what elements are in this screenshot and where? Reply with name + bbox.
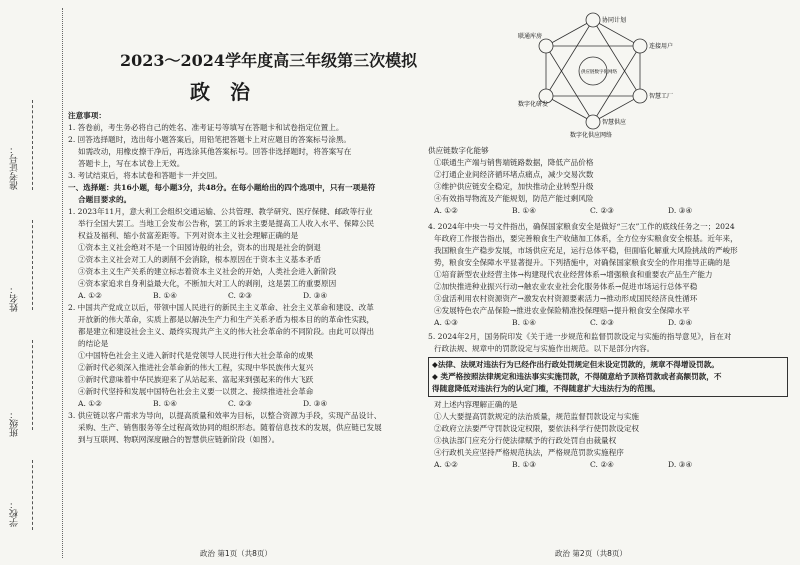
statement-2: ②政府立法要严守罚款设定权限，要依法科学行使罚款设定权 — [434, 424, 640, 433]
right-column — [428, 145, 788, 471]
option-b[interactable]: B. ①④ — [153, 399, 178, 408]
section-heading: 一、选择题：共16小题，每小题3分，共48分。在每小题给出的四个选项中，只有一项是符 — [68, 183, 376, 192]
page-footer-right: 政治 第2页（共8页） — [555, 549, 627, 558]
question-line: 3. 供应链以客户需求为导向，以提高质量和效率为目标，以整合资源为手段，实现产品设计、 — [68, 411, 382, 420]
question-line: 采购、生产、销售服务等全过程高效协同的组织形态。随着信息技术的发展，供应链已发展 — [78, 423, 382, 432]
option-c[interactable]: C. ②③ — [590, 318, 614, 327]
statement-4: ④行政机关应坚持严格规范执法，严格规范罚款实施程序 — [434, 448, 624, 457]
class-line — [32, 340, 33, 430]
question-3 — [68, 410, 418, 446]
option-a[interactable]: A. ①② — [78, 399, 102, 408]
name-label: 姓名： — [10, 285, 20, 312]
statement-4: ④发展特色农产品保险→推进农业保险精准投保理赔→提升粮食安全保障水平 — [434, 306, 690, 315]
option-c[interactable]: C. ②④ — [590, 460, 614, 469]
statement-1: ①人大要提高罚款规定的法治质量，规范监督罚款设定与实施 — [434, 412, 640, 421]
exam-title: 2023～2024学年度高三年级第三次模拟 — [120, 51, 418, 70]
statement-1: ①中国特色社会主义进入新时代是党领导人民进行伟大社会革命的成果 — [78, 351, 314, 360]
node-icon — [586, 115, 600, 129]
box-line: ◆法律、法规对违法行为已经作出行政处罚规定但未设定罚款的，规章不得增设罚款。 — [432, 360, 719, 369]
statement-3: ③新时代意味着中华民族迎来了从站起来、富起来到强起来的伟大飞跃 — [78, 375, 314, 384]
section-heading: 合题目要求的。 — [78, 195, 132, 204]
node-label: 智慧供应 — [602, 119, 627, 126]
question-line: 到与互联网、物联网深度融合的智慧供应链新阶段（如图）。 — [78, 435, 280, 444]
supply-chain-diagram — [518, 8, 674, 140]
answer-options — [428, 459, 788, 471]
option-d[interactable]: D. ②④ — [668, 318, 693, 327]
statement-3: ③维护供应链安全稳定，加快推动企业转型升级 — [434, 182, 594, 191]
statement-2: ②资本主义社会对工人的剥削不会消除，根本原因在于资本主义基本矛盾 — [78, 255, 321, 264]
question-line: 对上述内容理解正确的是 — [434, 400, 518, 409]
exam-number-label: 准考证号： — [10, 145, 20, 190]
option-b[interactable]: B. ①④ — [512, 206, 537, 215]
node-label: 数字化研发 — [518, 101, 549, 108]
school-label: 学校： — [10, 500, 20, 527]
node-icon — [586, 13, 600, 27]
node-label: 联通库房 — [518, 33, 543, 40]
statement-2: ②加快推进种业振兴行动→触农业农业社会化服务体系→促进市场运行总体平稳 — [434, 282, 698, 291]
option-d[interactable]: D. ③④ — [303, 399, 328, 408]
node-icon — [633, 39, 647, 53]
question-2 — [68, 302, 418, 410]
node-icon — [633, 89, 647, 103]
option-b[interactable]: B. ①③ — [512, 460, 537, 469]
node-label: 智慧工厂 — [649, 93, 674, 100]
question-line: 开放新的伟大革命，实质上都是以解决生产力和生产关系矛盾为根本目的的革命性实践， — [78, 315, 375, 324]
question-line: 1. 2023年11月，意大利工会组织交通运输、公共管理、教学研究、医疗保健、邮政等行业 — [68, 207, 373, 216]
school-line — [32, 460, 33, 530]
question-1 — [68, 206, 418, 302]
option-c[interactable]: C. ②③ — [228, 399, 252, 408]
statement-4: ④有效指导物流及产能规划，防范产能过剩风险 — [434, 194, 594, 203]
statement-2: ②打通企业间经济循环堵点痛点，减少交易次数 — [434, 170, 594, 179]
node-label: 连接用户 — [649, 43, 674, 50]
option-a[interactable]: A. ①② — [434, 460, 458, 469]
option-a[interactable]: A. ①② — [78, 291, 102, 300]
statement-4: ④新时代坚持和发展中国特色社会主义要一以贯之、接续推进社会革命 — [78, 387, 314, 396]
statement-2: ②新时代必须深入推进社会革命新的伟大工程，实现中华民族伟大复兴 — [78, 363, 314, 372]
name-line — [32, 220, 33, 310]
diagram-caption: 数字化供应网络 — [570, 132, 613, 139]
option-d[interactable]: D. ③④ — [668, 206, 693, 215]
page-footer-left: 政治 第1页（共8页） — [200, 549, 272, 558]
notes-line: 答题卡上，写在本试卷上无效。 — [78, 159, 185, 168]
statement-3: ③盘活利用农村资源资产→激发农村资源要素活力→推动形成国民经济良性循环 — [434, 294, 698, 303]
binding-separator — [62, 8, 63, 558]
statement-1: ①资本主义社会绝对不是一个田园诗般的社会，资本的出现是社会的倒退 — [78, 243, 321, 252]
question-line: 年政府工作报告指出，要完善粮食生产收储加工体系，全方位夯实粮食安全根基。近年来， — [434, 234, 738, 243]
answer-options — [68, 398, 418, 410]
question-line: 5. 2024年2月，国务院印发《关于进一步规范和监督罚款设定与实施的指导意见》，旨在对 — [428, 332, 732, 341]
left-column — [68, 110, 418, 446]
box-line: 得随意降低对违法行为的认定门槛，不得随意扩大违法行为的范围。 — [432, 384, 660, 393]
question-line: 举行全国大罢工。当地工会发布公告称，罢工的诉求主要是提高工人收入水平、保障公民 — [78, 219, 375, 228]
option-d[interactable]: D. ③④ — [303, 291, 328, 300]
option-a[interactable]: A. ①③ — [434, 318, 458, 327]
answer-options — [428, 205, 788, 217]
notes-line: 2. 回答选择题时，选出每小题答案后，用铅笔把答题卡上对应题目的答案标号涂黑。 — [68, 135, 352, 144]
option-b[interactable]: B. ①④ — [153, 291, 178, 300]
notes-line: 1. 答卷前，考生务必将自己的姓名、准考证号等填写在答题卡和试卷指定位置上。 — [68, 123, 344, 132]
option-a[interactable]: A. ①② — [434, 206, 458, 215]
question-line: 供应链数字化能够 — [428, 146, 489, 155]
answer-options — [428, 317, 788, 329]
question-line: 行政法规、规章中的罚款设定与实施作出规范。以下是部分内容。 — [434, 344, 655, 353]
question-line: 势，粮食安全保障水平显著提升。下列措施中，对确保国家粮食安全的作用推导正确的是 — [434, 258, 731, 267]
quoted-regulation-box — [428, 357, 788, 397]
question-5 — [428, 331, 788, 471]
box-line: ◆ 类严格按照法律规定和违法事实实施罚款，不得随意给予顶格罚款或者高额罚款，不 — [432, 372, 722, 381]
center-label: 供应链数字化网络 — [581, 70, 617, 75]
class-label: 班级： — [10, 410, 20, 437]
question-line: 权益及福利、缩小贫富差距等。下列对资本主义社会理解正确的是 — [78, 231, 299, 240]
option-c[interactable]: C. ②③ — [228, 291, 252, 300]
statement-1: ①联通生产端与销售端链路数据，降低产品价格 — [434, 158, 594, 167]
notes-line: 3. 考试结束后，将本试卷和答题卡一并交回。 — [68, 171, 222, 180]
node-label: 协同计划 — [602, 17, 627, 24]
question-line: 的结论是 — [78, 339, 109, 348]
question-4 — [428, 221, 788, 329]
answer-options — [68, 290, 418, 302]
exam-number-line — [32, 100, 33, 190]
statement-4: ④资本家追求自身利益最大化，不断加大对工人的剥削，这是罢工的重要原因 — [78, 279, 337, 288]
question-line: 4. 2024年中央一号文件指出，确保国家粮食安全是做好“三农”工作的底线任务之一；2024 — [428, 222, 735, 231]
node-icon — [539, 39, 553, 53]
binding-strip — [4, 0, 40, 565]
statement-1: ①培育新型农业经营主体→构建现代农业经营体系→增强粮食和重要农产品生产能力 — [434, 270, 713, 279]
statement-3: ③资本主义生产关系的建立标志着资本主义社会的开始，人类社会进入新阶段 — [78, 267, 337, 276]
question-line: 2. 中国共产党成立以后，带领中国人民进行的新民主主义革命、社会主义革命和建设、改革 — [68, 303, 374, 312]
question-line: 我国粮食生产稳步发展，市场供应充足，运行总体平稳，但面临化解重大风险挑战的严峻形 — [434, 246, 738, 255]
option-d[interactable]: D. ③④ — [668, 460, 693, 469]
subject-title: 政治 — [190, 80, 270, 104]
option-c[interactable]: C. ②③ — [590, 206, 614, 215]
notes-heading: 注意事项： — [68, 111, 106, 120]
notes-line: 如需改动，用橡皮擦干净后，再选涂其他答案标号。回答非选择题时，将答案写在 — [78, 147, 352, 156]
statement-3: ③执法部门应充分行使法律赋予的行政处罚自由裁量权 — [434, 436, 617, 445]
option-b[interactable]: B. ①④ — [512, 318, 537, 327]
question-line: 都是建立和建设社会主义、最终实现共产主义的伟大社会革命的不同阶段。由此可以得出 — [78, 327, 375, 336]
